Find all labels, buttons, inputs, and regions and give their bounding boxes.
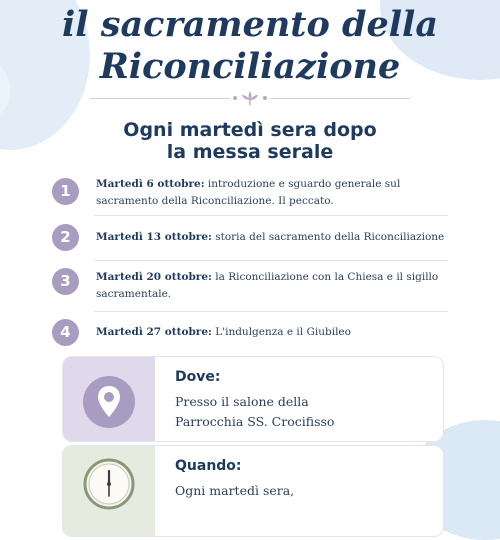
divider [94, 215, 448, 216]
schedule-description: storia del sacramento della Riconciliazione [215, 231, 445, 243]
schedule-item-text [96, 176, 454, 210]
schedule-date: Martedì 20 ottobre: [96, 271, 212, 283]
clock-icon-box [63, 446, 155, 536]
location-pin-icon [83, 376, 135, 428]
ornament-line-left [90, 98, 230, 99]
schedule-date: Martedì 27 ottobre: [96, 326, 212, 338]
schedule-description: L'indulgenza e il Giubileo [215, 326, 351, 338]
page-title-line2: Riconciliazione [99, 46, 401, 87]
location-card [62, 356, 444, 442]
schedule-item-text [96, 269, 454, 303]
time-text [175, 481, 435, 501]
time-card [62, 445, 444, 537]
time-line1: Ogni martedì sera, [175, 483, 295, 498]
step-number-badge: 3 [52, 268, 79, 295]
ornament-dot [263, 96, 267, 100]
schedule-item-text [96, 324, 454, 341]
schedule-description: introduzione e sguardo generale sul sacramento della Riconciliazione. Il peccato. [96, 178, 401, 207]
divider [94, 260, 448, 261]
schedule-description: la Riconciliazione con la Chiesa e il sigillo sacramentale. [96, 271, 439, 300]
schedule-item-text [96, 229, 454, 246]
time-label: Quando: [175, 458, 242, 474]
schedule-date: Martedì 13 ottobre: [96, 231, 212, 243]
location-line1: Presso il salone della [175, 394, 309, 409]
location-text [175, 392, 435, 432]
divider [94, 311, 448, 312]
clock-icon [83, 458, 135, 510]
step-number-badge: 4 [52, 319, 79, 346]
schedule-date: Martedì 6 ottobre: [96, 178, 205, 190]
step-number-badge: 1 [52, 178, 79, 205]
location-icon-box [63, 357, 155, 441]
fleur-icon [240, 90, 260, 106]
ornament-line-right [270, 98, 410, 99]
ornament-dot [233, 96, 237, 100]
ornament-divider [90, 90, 410, 106]
subtitle-line1: Ogni martedì sera dopo [123, 119, 377, 141]
subtitle-line2: la messa serale [166, 141, 334, 163]
location-line2: Parrocchia SS. Crocifisso [175, 414, 335, 429]
page-title-line1: il sacramento della [61, 4, 439, 45]
location-label: Dove: [175, 369, 221, 385]
step-number-badge: 2 [52, 224, 79, 251]
